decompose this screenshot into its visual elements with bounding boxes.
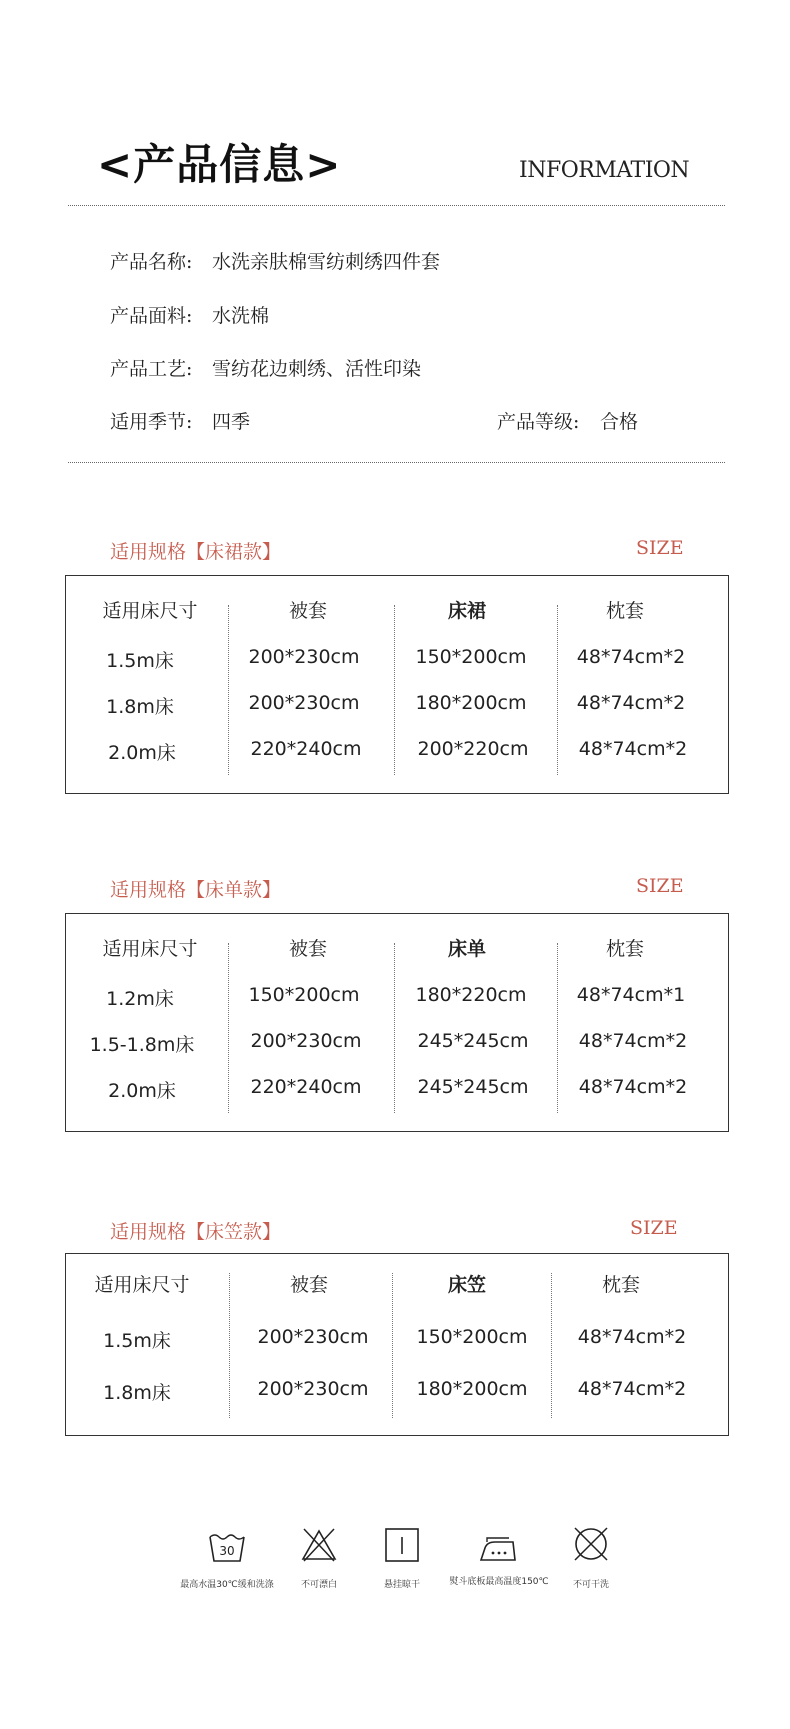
- table1-title: 适用规格【床裙款】: [110, 541, 282, 563]
- table3-size-label: SIZE: [630, 1217, 678, 1239]
- table3-header: 枕套: [601, 1274, 640, 1296]
- table1-header: 适用床尺寸: [102, 600, 198, 622]
- table1-cell: 48*74cm*2: [576, 692, 686, 714]
- svg-text:30: 30: [219, 1544, 235, 1558]
- wash-30-icon: [208, 1527, 246, 1565]
- info-grade-value: 合格: [600, 411, 639, 433]
- table1-header: 枕套: [605, 600, 644, 622]
- page-title: <产品信息>: [97, 140, 342, 189]
- table2-cell: 2.0m床: [108, 1080, 176, 1102]
- table3-header: 床笠: [447, 1274, 486, 1296]
- no-bleach-icon: [300, 1525, 338, 1563]
- table2-cell: 1.2m床: [106, 988, 174, 1010]
- no-tumble-dry-icon: [572, 1525, 610, 1563]
- info-season-value: 四季: [212, 411, 251, 433]
- table3-cell: 48*74cm*2: [577, 1326, 687, 1348]
- info-craft-value: 雪纺花边刺绣、活性印染: [212, 358, 422, 380]
- table2-header: 床单: [447, 938, 486, 960]
- table3-title: 适用规格【床笠款】: [110, 1221, 282, 1243]
- table3-cell: 48*74cm*2: [577, 1378, 687, 1400]
- info-name-value: 水洗亲肤棉雪纺刺绣四件套: [212, 251, 441, 273]
- table3-cell: 1.8m床: [103, 1382, 171, 1404]
- table2-cell: 220*240cm: [250, 1076, 362, 1098]
- info-season-label: 适用季节:: [110, 411, 193, 433]
- table3-cell: 180*200cm: [416, 1378, 528, 1400]
- table1-cell: 48*74cm*2: [578, 738, 688, 760]
- page-subtitle-en: INFORMATION: [519, 158, 690, 183]
- table1-cell: 150*200cm: [415, 646, 527, 668]
- wash-30-label: 最高水温30℃缓和洗涤: [180, 1580, 274, 1590]
- table2-cell: 245*245cm: [417, 1076, 529, 1098]
- table1-cell: 1.5m床: [106, 650, 174, 672]
- iron-150-label: 熨斗底板最高温度150℃: [449, 1577, 549, 1587]
- table2-header: 被套: [288, 938, 327, 960]
- table2-cell: 180*220cm: [415, 984, 527, 1006]
- table2-cell: 1.5-1.8m床: [89, 1034, 195, 1056]
- table3-cell: 1.5m床: [103, 1330, 171, 1352]
- table2-header: 枕套: [605, 938, 644, 960]
- info-name-label: 产品名称:: [110, 251, 193, 273]
- divider-top: [68, 205, 725, 206]
- table1-cell: 2.0m床: [108, 742, 176, 764]
- info-fabric-label: 产品面料:: [110, 305, 193, 327]
- table2-cell: 48*74cm*2: [578, 1030, 688, 1052]
- table1-cell: 200*220cm: [417, 738, 529, 760]
- hang-dry-icon: [383, 1527, 421, 1565]
- table1-cell: 200*230cm: [248, 646, 360, 668]
- no-tumble-dry-label: 不可干洗: [572, 1580, 609, 1590]
- table3-header: 被套: [289, 1274, 328, 1296]
- table2-size-label: SIZE: [636, 875, 684, 897]
- table1-size-label: SIZE: [636, 537, 684, 559]
- table2-cell: 48*74cm*1: [576, 984, 686, 1006]
- table3-cell: 150*200cm: [416, 1326, 528, 1348]
- table3-header: 适用床尺寸: [94, 1274, 190, 1296]
- table3-cell: 200*230cm: [257, 1326, 369, 1348]
- iron-150-icon: [479, 1532, 517, 1570]
- info-grade-label: 产品等级:: [497, 411, 580, 433]
- table1-header: 被套: [288, 600, 327, 622]
- info-craft-label: 产品工艺:: [110, 358, 193, 380]
- table1-cell: 180*200cm: [415, 692, 527, 714]
- table3-cell: 200*230cm: [257, 1378, 369, 1400]
- table2-title: 适用规格【床单款】: [110, 879, 282, 901]
- table1-header: 床裙: [447, 600, 486, 622]
- hang-dry-label: 悬挂晾干: [383, 1580, 420, 1590]
- info-fabric-value: 水洗棉: [212, 305, 270, 327]
- table2-cell: 245*245cm: [417, 1030, 529, 1052]
- divider-info: [68, 462, 725, 463]
- table2-cell: 200*230cm: [250, 1030, 362, 1052]
- table1-cell: 220*240cm: [250, 738, 362, 760]
- table1-cell: 200*230cm: [248, 692, 360, 714]
- table2-cell: 48*74cm*2: [578, 1076, 688, 1098]
- no-bleach-label: 不可漂白: [300, 1580, 337, 1590]
- table2-cell: 150*200cm: [248, 984, 360, 1006]
- table1-cell: 48*74cm*2: [576, 646, 686, 668]
- table2-header: 适用床尺寸: [102, 938, 198, 960]
- table1-cell: 1.8m床: [106, 696, 174, 718]
